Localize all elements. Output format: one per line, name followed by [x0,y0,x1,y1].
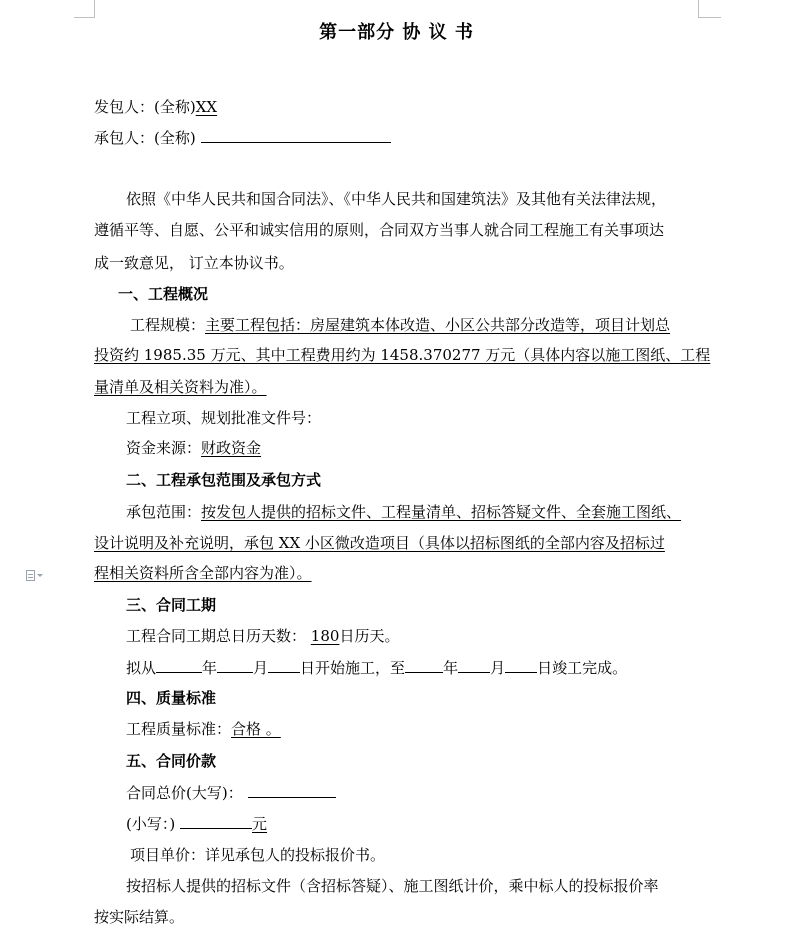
days-label: 工程合同工期总日历天数： [126,627,307,645]
unit-price-line: 项目单价：详见承包人的投标报价书。 [130,846,386,864]
document-title: 第一部分 协 议 书 [319,22,474,43]
scope-line-1 [126,502,681,522]
days-value: 180 [310,627,340,645]
scale-line-1 [130,315,670,335]
settle-line-2: 按实际结算。 [94,908,185,926]
quality-line [126,719,281,739]
intro-line-1: 依照《中华人民共和国合同法》、《中华人民共和国建筑法》及其他有关法律法规， [126,190,667,208]
start-year-blank [156,657,202,673]
total-lower-unit: 元 [252,815,268,833]
quality-label: 工程质量标准： [126,720,232,738]
employer-label: 发包人：(全称) [94,98,196,116]
plan-month-2: 月 [490,659,506,677]
scope-label: 承包范围： [126,503,202,521]
days-line [126,626,399,646]
start-month-blank [217,657,253,673]
days-unit: 日历天。 [339,627,400,645]
chevron-down-icon [37,574,43,577]
plan-month-1: 月 [253,659,269,677]
contractor-line [94,127,391,148]
scale-text-1: 主要工程包括：房屋建筑本体改造、小区公共部分改造等，项目计划总 [205,316,671,334]
intro-line-3: 成一致意见， 订立本协议书。 [94,254,294,272]
start-day-blank [268,657,300,673]
scope-text-1: 按发包人提供的招标文件、工程量清单、招标答疑文件、全套施工图纸、 [201,503,682,521]
total-upper-blank [248,782,336,798]
end-month-blank [458,657,490,673]
total-lower-label: (小写：) [126,815,176,833]
section2-heading: 二、工程承包范围及承包方式 [126,471,322,489]
plan-line [126,657,627,678]
quality-value: 合格 。 [231,720,281,738]
section5-heading: 五、合同价款 [126,752,217,770]
fund-line [126,438,261,458]
total-upper-label: 合同总价(大写)： [126,784,243,802]
section3-heading: 三、合同工期 [126,596,217,614]
fund-value: 财政资金 [201,439,262,457]
paragraph-menu-icon[interactable] [26,568,52,582]
approval-line: 工程立项、规划批准文件号： [126,409,322,427]
plan-end: 日竣工完成。 [537,659,628,677]
plan-year-2: 年 [443,659,459,677]
employer-value: XX [195,98,218,116]
total-upper-line [126,782,336,803]
scope-line-2: 设计说明及补充说明，承包 XX 小区微改造项目（具体以招标图纸的全部内容及招标过 [94,534,665,552]
plan-year-1: 年 [202,659,218,677]
document-icon [26,570,35,581]
plan-start: 日开始施工，至 [300,659,406,677]
scale-line-2: 投资约 1985.35 万元、其中工程费用约为 1458.370277 万元（具体内容以施工图纸、工程 [94,346,711,364]
intro-line-2: 遵循平等、自愿、公平和诚实信用的原则，合同双方当事人就合同工程施工有关事项达 [94,221,665,239]
total-lower-line [126,813,267,834]
end-year-blank [405,657,443,673]
plan-prefix: 拟从 [126,659,157,677]
scope-line-3: 程相关资料所含全部内容为准）。 [94,564,312,582]
total-lower-blank [180,813,252,829]
scale-line-3: 量清单及相关资料为准）。 [94,378,267,396]
employer-line [94,97,217,117]
section1-heading: 一、工程概况 [118,285,209,303]
contractor-blank [201,127,391,143]
crop-mark-left [74,0,95,18]
fund-label: 资金来源： [126,439,202,457]
section4-heading: 四、质量标准 [126,689,217,707]
end-day-blank [505,657,537,673]
contractor-label: 承包人：(全称) [94,129,196,147]
crop-mark-right [698,0,721,18]
settle-line-1: 按招标人提供的招标文件（含招标答疑）、施工图纸计价，乘中标人的投标报价率 [126,877,659,895]
scale-label: 工程规模： [130,316,206,334]
